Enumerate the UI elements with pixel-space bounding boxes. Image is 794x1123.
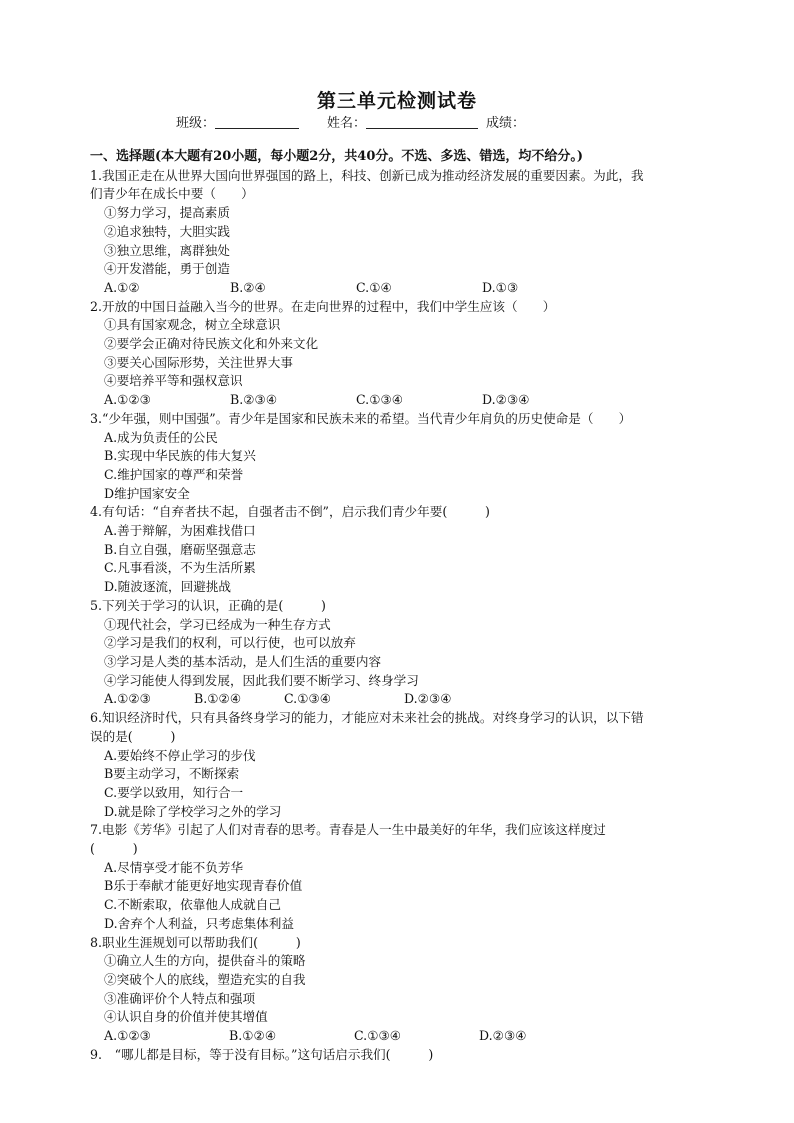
question-stem: 9. “哪儿都是目标，等于没有目标。”这句话启示我们( )	[90, 1046, 434, 1062]
answer-option[interactable]: A.①②③	[104, 392, 151, 408]
question-item: D.舍弃个人利益，只考虑集体利益	[104, 915, 294, 931]
question-stem: 5.下列关于学习的认识，正确的是( )	[90, 597, 326, 613]
class-label: 班级：	[176, 116, 216, 131]
answer-option[interactable]: C.①④	[356, 279, 392, 295]
question-item: B乐于奉献才能更好地实现青春价值	[104, 878, 303, 894]
answer-option[interactable]: B.②④	[230, 279, 266, 295]
question-item: ④认识自身的价值并使其增值	[104, 1009, 268, 1025]
answer-options	[90, 279, 708, 298]
question-item: A.善于辩解，为困难找借口	[104, 523, 256, 539]
question-stem: 3.“少年强，则中国强”。青少年是国家和民族未来的希望。当代青少年肩负的历史使命是（ ）	[90, 410, 632, 426]
section-heading: 一、选择题(本大题有20小题，每小题2分，共40分。不选、多选、错选，均不给分。)	[90, 149, 584, 164]
question-item: C.凡事看淡，不为生活所累	[104, 560, 256, 576]
answer-options	[90, 391, 708, 410]
question-stem: 1.我国正走在从世界大国向世界强国的路上，科技、创新已成为推动经济发展的重要因素。为此，我	[90, 167, 644, 183]
question-item: ②追求独特，大胆实践	[104, 223, 230, 239]
question-3	[90, 410, 708, 504]
question-item: ③学习是人类的基本活动，是人们生活的重要内容	[104, 653, 382, 669]
question-item: ④学习能使人得到发展，因此我们要不断学习、终身学习	[104, 672, 419, 688]
question-item: ③要关心国际形势，关注世界大事	[104, 354, 293, 370]
question-6	[90, 709, 708, 821]
answer-option[interactable]: D.①③	[482, 279, 519, 295]
name-label: 姓名：	[327, 116, 367, 131]
question-stem: ( )	[90, 841, 138, 857]
question-item: ①确立人生的方向，提供奋斗的策略	[104, 953, 306, 969]
question-2	[90, 298, 708, 410]
question-item: ③独立思维，离群独处	[104, 242, 230, 258]
question-list	[90, 167, 708, 1065]
answer-option[interactable]: A.①②	[104, 279, 140, 295]
question-5	[90, 597, 708, 709]
answer-option[interactable]: B.①②④	[194, 691, 242, 707]
student-info-line	[176, 112, 525, 131]
answer-option[interactable]: C.①③④	[354, 1028, 402, 1044]
answer-option[interactable]: C.①③④	[284, 691, 332, 707]
question-item: A.尽情享受才能不负芳华	[104, 859, 244, 875]
answer-option[interactable]: D.②③④	[479, 1028, 527, 1044]
question-stem: 7.电影《芳华》引起了人们对青春的思考。青春是人一生中最美好的年华，我们应该这样度过	[90, 822, 606, 838]
question-item: C.维护国家的尊严和荣誉	[104, 466, 244, 482]
question-stem: 2.开放的中国日益融入当今的世界。在走向世界的过程中，我们中学生应该（ ）	[90, 298, 556, 314]
exam-content	[90, 148, 708, 1064]
question-item: C.不断索取，依靠他人成就自己	[104, 897, 281, 913]
answer-option[interactable]: B.②③④	[230, 392, 278, 408]
question-item: A.要始终不停止学习的步伐	[104, 747, 256, 763]
question-stem: 6.知识经济时代，只有具备终身学习的能力，才能应对未来社会的挑战。对终身学习的认识，以下错	[90, 710, 644, 726]
question-7	[90, 821, 708, 933]
question-item: ①现代社会，学习已经成为一种生存方式	[104, 616, 331, 632]
question-item: ①具有国家观念，树立全球意识	[104, 317, 281, 333]
answer-option[interactable]: D.②③④	[404, 691, 452, 707]
class-blank[interactable]	[215, 116, 299, 129]
question-item: D.就是除了学校学习之外的学习	[104, 803, 282, 819]
question-item: C.要学以致用，知行合一	[104, 784, 244, 800]
answer-option[interactable]: D.②③④	[482, 392, 530, 408]
question-item: ③准确评价个人特点和强项	[104, 990, 256, 1006]
question-item: B要主动学习，不断探索	[104, 766, 240, 782]
question-4	[90, 503, 708, 597]
question-item: D维护国家安全	[104, 485, 190, 501]
question-1	[90, 167, 708, 298]
question-item: A.成为负责任的公民	[104, 429, 218, 445]
question-item: ④开发潜能，勇于创造	[104, 261, 230, 277]
question-item: ②学习是我们的权利，可以行使，也可以放弃	[104, 635, 356, 651]
question-item: ②突破个人的底线，塑造充实的自我	[104, 971, 306, 987]
answer-option[interactable]: C.①③④	[356, 392, 404, 408]
question-stem: 误的是( )	[90, 728, 176, 744]
answer-option[interactable]: B.①②④	[229, 1028, 277, 1044]
answer-option[interactable]: A.①②③	[104, 691, 151, 707]
answer-options	[90, 690, 708, 709]
name-blank[interactable]	[366, 116, 478, 129]
answer-options	[90, 1027, 708, 1046]
question-item: B.自立自强，磨砺坚强意志	[104, 541, 256, 557]
question-item: ④要培养平等和强权意识	[104, 373, 243, 389]
question-8	[90, 934, 708, 1046]
question-9	[90, 1046, 708, 1065]
question-item: D.随波逐流，回避挑战	[104, 579, 231, 595]
question-item: ①努力学习，提高素质	[104, 205, 230, 221]
question-item: B.实现中华民族的伟大复兴	[104, 448, 256, 464]
exam-title: 第三单元检测试卷	[316, 90, 477, 112]
question-stem: 4.有句话：“自弃者扶不起，自强者击不倒”，启示我们青少年要( )	[90, 504, 490, 520]
question-stem: 8.职业生涯规划可以帮助我们( )	[90, 934, 301, 950]
score-label: 成绩：	[486, 116, 526, 131]
question-stem: 们青少年在成长中要（ ）	[90, 186, 254, 202]
answer-option[interactable]: A.①②③	[104, 1028, 151, 1044]
question-item: ②要学会正确对待民族文化和外来文化	[104, 336, 319, 352]
